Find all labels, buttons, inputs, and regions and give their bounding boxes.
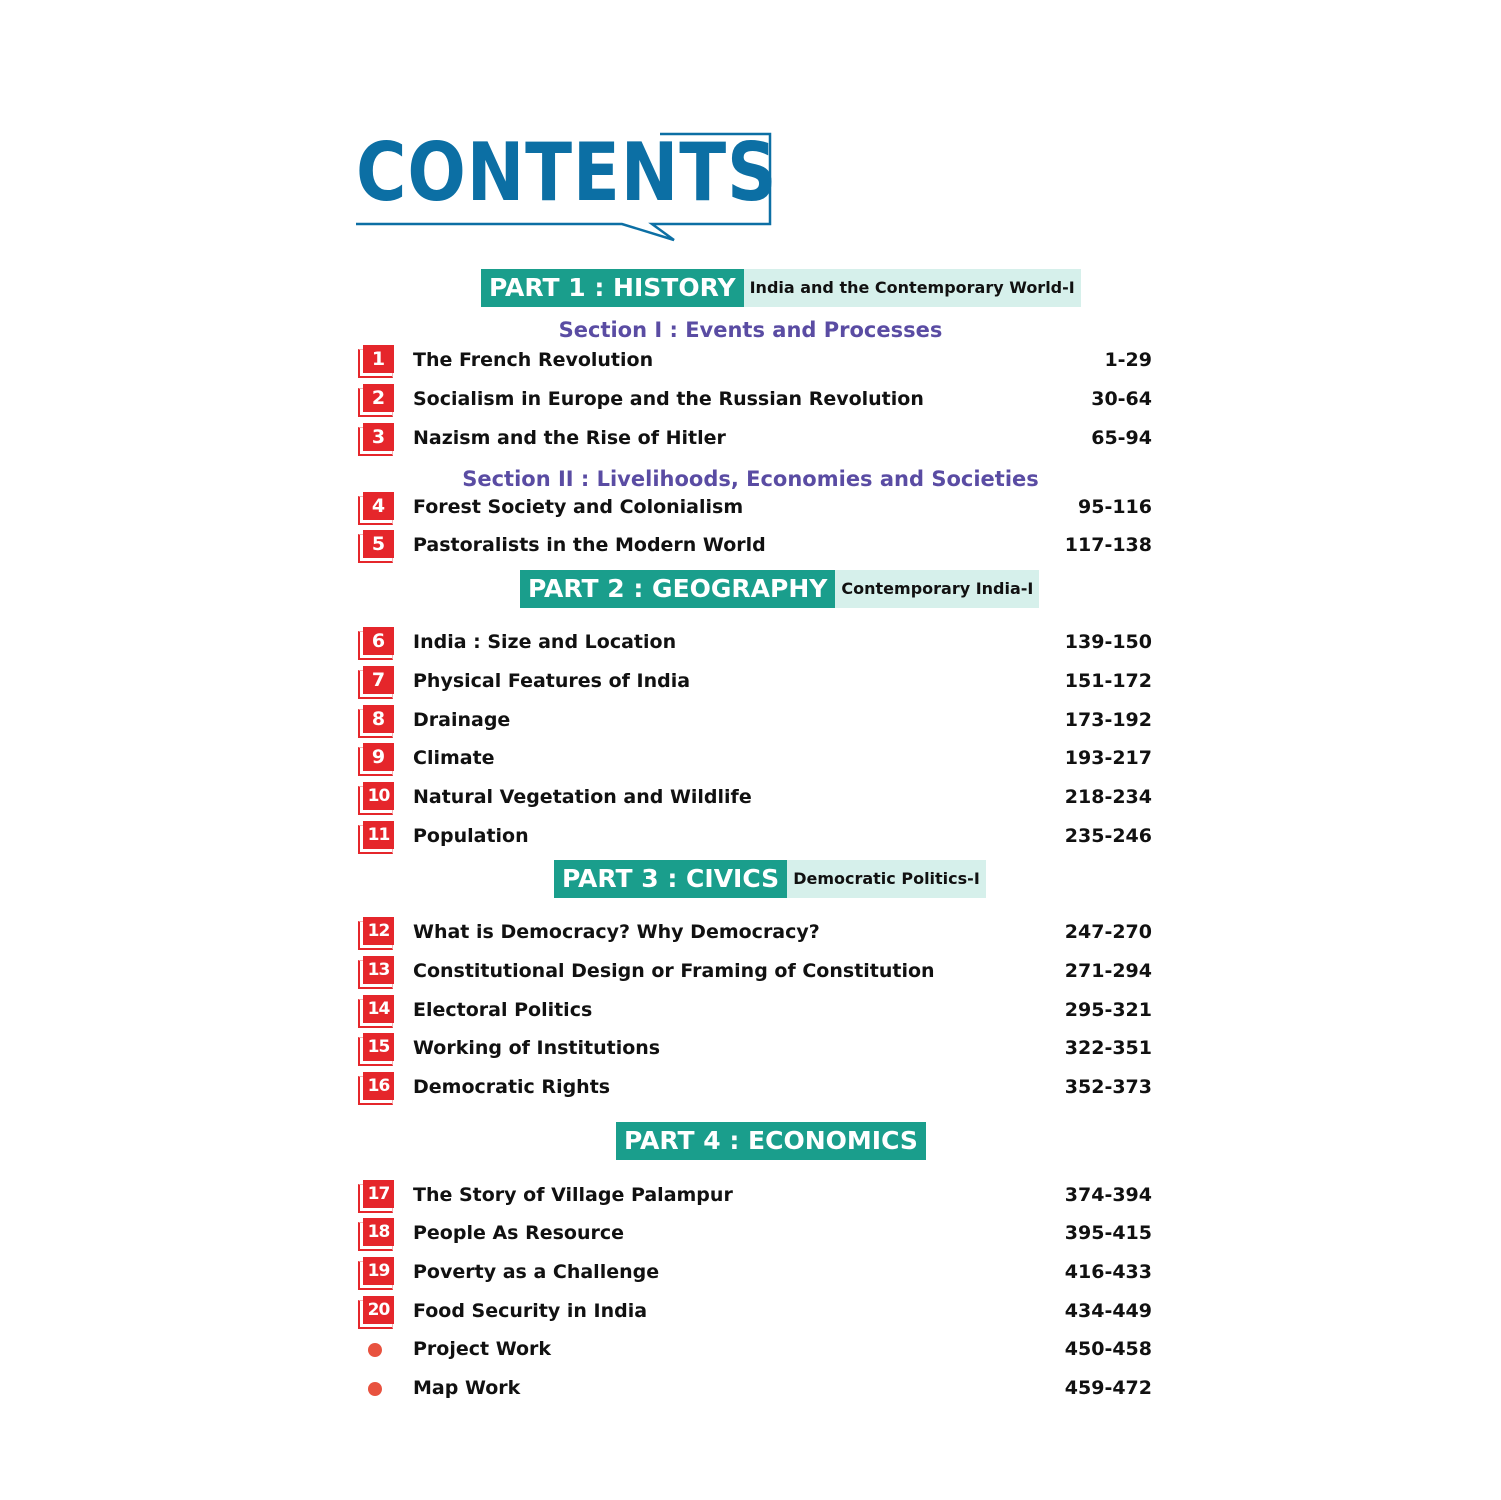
- chapter-number: 14: [363, 995, 394, 1023]
- toc-row[interactable]: [356, 1033, 1152, 1065]
- toc-row[interactable]: [356, 956, 1152, 988]
- chapter-title: Natural Vegetation and Wildlife: [413, 786, 752, 808]
- chapter-title: Physical Features of India: [413, 670, 691, 692]
- toc-row[interactable]: [356, 1334, 1152, 1366]
- chapter-title: Food Security in India: [413, 1300, 648, 1322]
- section-heading: Section I : Events and Processes: [558, 318, 943, 342]
- toc-row[interactable]: [356, 423, 1152, 455]
- page-range: 1-29: [1104, 349, 1152, 371]
- chapter-title: Drainage: [413, 709, 511, 731]
- chapter-number: 10: [363, 782, 394, 810]
- toc-row[interactable]: [356, 1180, 1152, 1212]
- page-range: 30-64: [1091, 388, 1152, 410]
- toc-row[interactable]: [356, 1257, 1152, 1289]
- page-title: CONTENTS: [356, 126, 778, 219]
- toc-row[interactable]: [356, 627, 1152, 659]
- toc-row[interactable]: [356, 345, 1152, 377]
- section-heading: Section II : Livelihoods, Economies and Societies: [462, 467, 1039, 491]
- toc-row[interactable]: [356, 1072, 1152, 1104]
- page-range: 193-217: [1064, 747, 1152, 769]
- page-range: 235-246: [1064, 825, 1152, 847]
- part-header-economics: [616, 1122, 926, 1160]
- page-range: 247-270: [1064, 921, 1152, 943]
- chapter-number: 8: [363, 705, 394, 733]
- part-subtitle: Democratic Politics-I: [787, 860, 986, 898]
- toc-row[interactable]: [356, 782, 1152, 814]
- toc-row[interactable]: [356, 1296, 1152, 1328]
- chapter-number: 20: [363, 1296, 394, 1324]
- chapter-number: 12: [363, 917, 394, 945]
- chapter-title: Nazism and the Rise of Hitler: [413, 427, 726, 449]
- page-range: 416-433: [1064, 1261, 1152, 1283]
- toc-row[interactable]: [356, 705, 1152, 737]
- chapter-title: Pastoralists in the Modern World: [413, 534, 766, 556]
- chapter-title: What is Democracy? Why Democracy?: [413, 921, 820, 943]
- page-range: 295-321: [1064, 999, 1152, 1021]
- toc-row[interactable]: [356, 666, 1152, 698]
- page-range: 139-150: [1064, 631, 1152, 653]
- page-range: 434-449: [1064, 1300, 1152, 1322]
- page-range: 117-138: [1064, 534, 1152, 556]
- chapter-title: Poverty as a Challenge: [413, 1261, 660, 1283]
- toc-row[interactable]: [356, 995, 1152, 1027]
- chapter-number: 2: [363, 384, 394, 412]
- chapter-number: 4: [363, 492, 394, 520]
- chapter-title: Map Work: [413, 1377, 521, 1399]
- page-range: 322-351: [1064, 1037, 1152, 1059]
- part-label: PART 2 : GEOGRAPHY: [520, 570, 835, 608]
- part-header-history: [481, 269, 1081, 307]
- chapter-number: 13: [363, 956, 394, 984]
- page-range: 450-458: [1064, 1338, 1152, 1360]
- chapter-number: 16: [363, 1072, 394, 1100]
- page-range: 151-172: [1064, 670, 1152, 692]
- chapter-number: 15: [363, 1033, 394, 1061]
- page-range: 271-294: [1064, 960, 1152, 982]
- part-subtitle: Contemporary India-I: [835, 570, 1039, 608]
- chapter-title: People As Resource: [413, 1222, 625, 1244]
- chapter-title: Working of Institutions: [413, 1037, 661, 1059]
- chapter-title: The Story of Village Palampur: [413, 1184, 733, 1206]
- chapter-number: 7: [363, 666, 394, 694]
- page-range: 352-373: [1064, 1076, 1152, 1098]
- chapter-title: The French Revolution: [413, 349, 654, 371]
- page-range: 374-394: [1064, 1184, 1152, 1206]
- chapter-number: 9: [363, 743, 394, 771]
- page-range: 459-472: [1064, 1377, 1152, 1399]
- chapter-number: 17: [363, 1180, 394, 1208]
- chapter-title: Project Work: [413, 1338, 552, 1360]
- toc-row[interactable]: [356, 1373, 1152, 1405]
- chapter-number: 6: [363, 627, 394, 655]
- chapter-title: Constitutional Design or Framing of Constitution: [413, 960, 935, 982]
- chapter-number: 1: [363, 345, 394, 373]
- chapter-title: Population: [413, 825, 529, 847]
- page-range: 218-234: [1064, 786, 1152, 808]
- chapter-number: 11: [363, 821, 394, 849]
- bullet-icon: [368, 1382, 382, 1396]
- chapter-title: India : Size and Location: [413, 631, 677, 653]
- toc-row[interactable]: [356, 821, 1152, 853]
- page-range: 395-415: [1064, 1222, 1152, 1244]
- chapter-title: Socialism in Europe and the Russian Revolution: [413, 388, 924, 410]
- part-header-civics: [554, 860, 986, 898]
- chapter-title: Forest Society and Colonialism: [413, 496, 744, 518]
- chapter-number: 5: [363, 530, 394, 558]
- toc-row[interactable]: [356, 743, 1152, 775]
- toc-row[interactable]: [356, 384, 1152, 416]
- part-subtitle: India and the Contemporary World-I: [744, 269, 1081, 307]
- page-range: 173-192: [1064, 709, 1152, 731]
- toc-row[interactable]: [356, 1218, 1152, 1250]
- chapter-number: 3: [363, 423, 394, 451]
- bullet-icon: [368, 1343, 382, 1357]
- part-header-geography: [520, 570, 1039, 608]
- part-label: PART 1 : HISTORY: [481, 269, 744, 307]
- toc-row[interactable]: [356, 492, 1152, 524]
- chapter-title: Electoral Politics: [413, 999, 593, 1021]
- toc-row[interactable]: [356, 530, 1152, 562]
- part-label: PART 4 : ECONOMICS: [616, 1122, 926, 1160]
- page-range: 95-116: [1078, 496, 1152, 518]
- chapter-number: 18: [363, 1218, 394, 1246]
- part-label: PART 3 : CIVICS: [554, 860, 787, 898]
- page-range: 65-94: [1091, 427, 1152, 449]
- chapter-title: Democratic Rights: [413, 1076, 611, 1098]
- chapter-title: Climate: [413, 747, 495, 769]
- toc-row[interactable]: [356, 917, 1152, 949]
- chapter-number: 19: [363, 1257, 394, 1285]
